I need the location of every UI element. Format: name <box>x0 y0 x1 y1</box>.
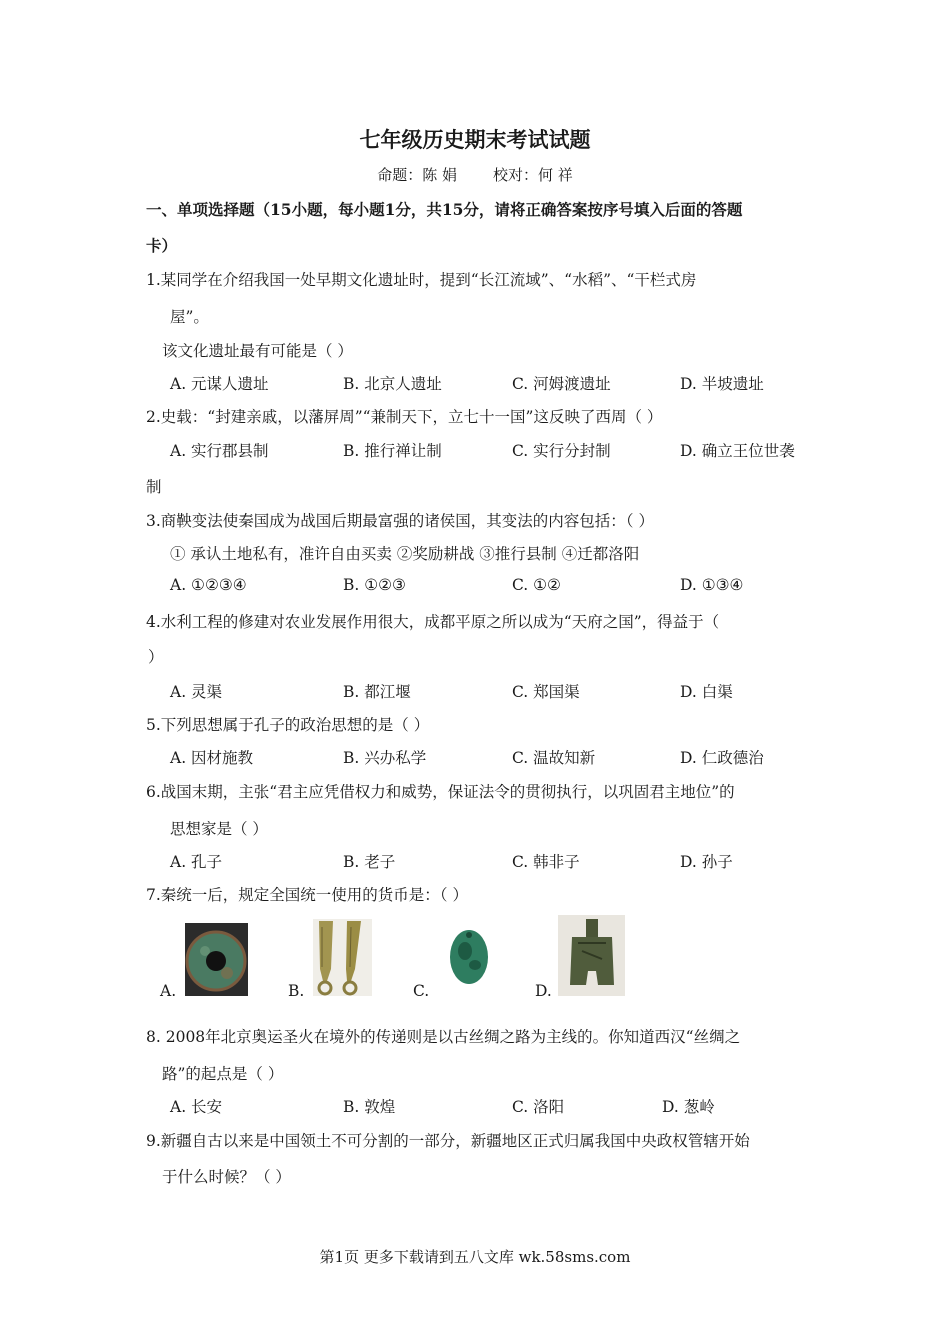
question-8-option-b: B. 敦煌 <box>343 1098 396 1116</box>
question-3-text: 3.商鞅变法使秦国成为战国后期最富强的诸侯国，其变法的内容包括：（ ） <box>146 512 654 530</box>
question-3-items: ① 承认土地私有，准许自由买卖 ②奖励耕战 ③推行县制 ④迁都洛阳 <box>170 545 640 563</box>
question-4-option-d: D. 白渠 <box>680 683 733 701</box>
question-7-option-a: A. <box>160 982 177 1000</box>
section-heading-continued: 卡） <box>146 236 178 255</box>
question-1-text: 1.某同学在介绍我国一处早期文化遗址时，提到“长江流域”、“水稻”、“干栏式房 <box>146 271 697 289</box>
question-2-option-c: C. 实行分封制 <box>512 442 611 460</box>
question-6-option-b: B. 老子 <box>343 853 396 871</box>
question-3-option-a: A. ①②③④ <box>170 576 247 594</box>
question-8-option-a: A. 长安 <box>170 1098 223 1116</box>
question-5-option-c: C. 温故知新 <box>512 749 596 767</box>
question-7-text: 7.秦统一后，规定全国统一使用的货币是：（ ） <box>146 886 468 904</box>
author-line <box>0 164 950 185</box>
question-6-option-d: D. 孙子 <box>680 853 733 871</box>
question-6-option-a: A. 孔子 <box>170 853 223 871</box>
question-5-option-b: B. 兴办私学 <box>343 749 427 767</box>
question-4-text: 4.水利工程的修建对农业发展作用很大，成都平原之所以成为“天府之国”，得益于（ <box>146 613 720 631</box>
ant-nose-coin-image <box>437 915 501 996</box>
question-4-option-a: A. 灵渠 <box>170 683 223 701</box>
question-2-text: 2.史载：“封建亲戚，以藩屏周”“兼制天下，立七十一国”这反映了西周（ ） <box>146 408 663 426</box>
question-1-option-b: B. 北京人遗址 <box>343 375 442 393</box>
question-3-option-c: C. ①② <box>512 576 561 594</box>
question-9-text-cont: 于什么时候？（ ） <box>162 1168 291 1186</box>
question-7-option-b: B. <box>288 982 305 1000</box>
question-3-option-b: B. ①②③ <box>343 576 406 594</box>
question-6-text: 6.战国末期，主张“君主应凭借权力和威势，保证法令的贯彻执行，以巩固君主地位”的 <box>146 783 735 801</box>
knife-coin-image <box>313 919 372 996</box>
setter-label: 命题：陈 娟 <box>377 166 457 184</box>
question-1-option-a: A. 元谋人遗址 <box>170 375 269 393</box>
question-4-text-cont: ） <box>148 648 164 666</box>
page-footer: 第1页 更多下载请到五八文库 wk.58sms.com <box>319 1248 631 1266</box>
question-1-option-c: C. 河姆渡遗址 <box>512 375 611 393</box>
question-7-option-c: C. <box>413 982 430 1000</box>
question-2-option-d-wrap: 制 <box>146 478 162 496</box>
question-4-option-c: C. 郑国渠 <box>512 683 580 701</box>
question-8-text: 8. 2008年北京奥运圣火在境外的传递则是以古丝绸之路为主线的。你知道西汉“丝绸之 <box>146 1028 741 1046</box>
question-5-option-a: A. 因材施教 <box>170 749 254 767</box>
question-1-option-d: D. 半坡遗址 <box>680 375 764 393</box>
question-1-text-cont: 屋”。 <box>170 308 209 326</box>
page-title: 七年级历史期末考试试题 <box>359 127 591 152</box>
checker-label: 校对：何 祥 <box>493 166 573 184</box>
question-6-text-cont: 思想家是（ ） <box>170 820 268 838</box>
question-6-option-c: C. 韩非子 <box>512 853 580 871</box>
question-4-option-b: B. 都江堰 <box>343 683 411 701</box>
question-7-option-d: D. <box>535 982 552 1000</box>
question-8-text-cont: 路”的起点是（ ） <box>162 1065 284 1083</box>
question-3-option-d: D. ①③④ <box>680 576 744 594</box>
question-2-option-b: B. 推行禅让制 <box>343 442 442 460</box>
question-2-option-a: A. 实行郡县制 <box>170 442 269 460</box>
question-5-text: 5.下列思想属于孔子的政治思想的是（ ） <box>146 716 430 734</box>
spade-coin-image <box>558 915 625 996</box>
section-heading: 一、单项选择题（15小题，每小题1分，共15分，请将正确答案按序号填入后面的答题 <box>146 200 743 219</box>
question-8-option-d: D. 葱岭 <box>662 1098 715 1116</box>
question-5-option-d: D. 仁政德治 <box>680 749 764 767</box>
question-1-prompt: 该文化遗址最有可能是（ ） <box>162 342 353 360</box>
question-8-option-c: C. 洛阳 <box>512 1098 565 1116</box>
question-2-option-d: D. 确立王位世袭 <box>680 442 795 460</box>
ring-coin-image <box>185 923 248 996</box>
question-9-text: 9.新疆自古以来是中国领土不可分割的一部分，新疆地区正式归属我国中央政权管辖开始 <box>146 1132 750 1150</box>
